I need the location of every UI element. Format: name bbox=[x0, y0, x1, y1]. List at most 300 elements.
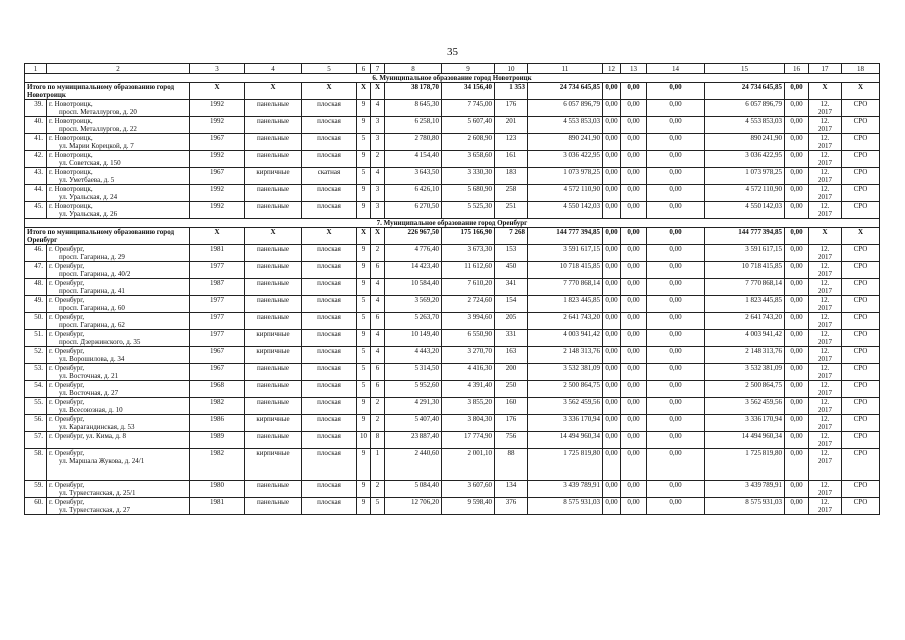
zero-col-13: 0,00 bbox=[621, 262, 647, 279]
building-row bbox=[25, 432, 880, 449]
zero-col-12: 0,00 bbox=[603, 481, 621, 498]
column-number-1: 1 bbox=[25, 64, 47, 74]
zero-col-13: 0,00 bbox=[621, 432, 647, 449]
address-street: ул. Всесоюзная, д. 10 bbox=[59, 406, 123, 414]
term-month: 12. bbox=[820, 134, 830, 142]
funding-method: СРО bbox=[842, 202, 880, 219]
total-c7: Х bbox=[371, 228, 385, 245]
zero-col-16: 0,00 bbox=[785, 296, 809, 313]
repair-cost: 3 336 170,94 bbox=[528, 415, 603, 432]
total-c4: Х bbox=[245, 228, 302, 245]
repair-cost: 6 057 896,79 bbox=[528, 100, 603, 117]
term-year: 2017 bbox=[818, 506, 832, 514]
building-address bbox=[47, 185, 190, 202]
entrances-count: 4 bbox=[371, 347, 385, 364]
floors-count: 9 bbox=[357, 245, 371, 262]
zero-col-13: 0,00 bbox=[621, 279, 647, 296]
term-month: 12. bbox=[820, 481, 830, 489]
address-street: просп. Гагарина, д. 29 bbox=[59, 253, 125, 261]
total-c12: 0,00 bbox=[603, 83, 621, 100]
zero-col-12: 0,00 bbox=[603, 168, 621, 185]
zero-col-12: 0,00 bbox=[603, 245, 621, 262]
total-c14: 0,00 bbox=[647, 228, 705, 245]
total-c14: 0,00 bbox=[647, 83, 705, 100]
repair-cost: 2 641 743,20 bbox=[528, 313, 603, 330]
zero-col-14: 0,00 bbox=[647, 498, 705, 515]
total-cost: 4 550 142,03 bbox=[705, 202, 785, 219]
residents-count: 176 bbox=[495, 100, 528, 117]
build-year: 1977 bbox=[190, 296, 245, 313]
total-cost: 4 572 110,90 bbox=[705, 185, 785, 202]
total-cost: 2 500 864,75 bbox=[705, 381, 785, 398]
completion-term bbox=[809, 168, 842, 185]
build-year: 1989 bbox=[190, 432, 245, 449]
term-year: 2017 bbox=[818, 372, 832, 380]
completion-term bbox=[809, 398, 842, 415]
total-area: 8 645,30 bbox=[385, 100, 442, 117]
zero-col-13: 0,00 bbox=[621, 481, 647, 498]
address-city: г. Оренбург, bbox=[49, 415, 85, 423]
term-year: 2017 bbox=[818, 389, 832, 397]
total-cost: 2 641 743,20 bbox=[705, 313, 785, 330]
zero-col-12: 0,00 bbox=[603, 449, 621, 481]
zero-col-12: 0,00 bbox=[603, 100, 621, 117]
wall-material: панельные bbox=[245, 151, 302, 168]
roof-type: плоская bbox=[302, 296, 357, 313]
address-street: просп. Гагарина, д. 62 bbox=[59, 321, 125, 329]
zero-col-12: 0,00 bbox=[603, 498, 621, 515]
floors-count: 5 bbox=[357, 381, 371, 398]
zero-col-16: 0,00 bbox=[785, 481, 809, 498]
wall-material: кирпичные bbox=[245, 415, 302, 432]
residents-count: 341 bbox=[495, 279, 528, 296]
building-address bbox=[47, 202, 190, 219]
completion-term bbox=[809, 279, 842, 296]
term-year: 2017 bbox=[818, 338, 832, 346]
completion-term bbox=[809, 100, 842, 117]
zero-col-14: 0,00 bbox=[647, 364, 705, 381]
term-month: 12. bbox=[820, 415, 830, 423]
completion-term bbox=[809, 432, 842, 449]
building-address bbox=[47, 245, 190, 262]
housing-registry-table bbox=[24, 63, 880, 515]
zero-col-16: 0,00 bbox=[785, 449, 809, 481]
residents-count: 88 bbox=[495, 449, 528, 481]
term-month: 12. bbox=[820, 498, 830, 506]
floors-count: 9 bbox=[357, 481, 371, 498]
zero-col-12: 0,00 bbox=[603, 134, 621, 151]
residents-count: 205 bbox=[495, 313, 528, 330]
residents-count: 154 bbox=[495, 296, 528, 313]
row-number: 41. bbox=[25, 134, 47, 151]
term-month: 12. bbox=[820, 262, 830, 270]
building-address bbox=[47, 330, 190, 347]
total-area: 6 426,10 bbox=[385, 185, 442, 202]
section-title: 6. Муниципальное образование город Новотроицк bbox=[25, 74, 880, 83]
zero-col-13: 0,00 bbox=[621, 347, 647, 364]
floors-count: 9 bbox=[357, 498, 371, 515]
zero-col-16: 0,00 bbox=[785, 151, 809, 168]
floors-count: 5 bbox=[357, 168, 371, 185]
entrances-count: 2 bbox=[371, 481, 385, 498]
row-number: 56. bbox=[25, 415, 47, 432]
total-c13: 0,00 bbox=[621, 228, 647, 245]
zero-col-13: 0,00 bbox=[621, 398, 647, 415]
address-city: г. Оренбург, bbox=[49, 364, 85, 372]
building-row bbox=[25, 151, 880, 168]
floors-count: 9 bbox=[357, 185, 371, 202]
zero-col-14: 0,00 bbox=[647, 398, 705, 415]
zero-col-16: 0,00 bbox=[785, 117, 809, 134]
term-year: 2017 bbox=[818, 406, 832, 414]
entrances-count: 4 bbox=[371, 279, 385, 296]
building-row bbox=[25, 364, 880, 381]
roof-type: плоская bbox=[302, 432, 357, 449]
living-area: 7 745,00 bbox=[442, 100, 495, 117]
wall-material: панельные bbox=[245, 398, 302, 415]
address-city: г. Оренбург, ул. Кима, д. 8 bbox=[49, 432, 127, 440]
completion-term bbox=[809, 313, 842, 330]
term-month: 12. bbox=[820, 296, 830, 304]
term-year: 2017 bbox=[818, 321, 832, 329]
section-total-label: Итого по муниципальному образованию город Новотроицк bbox=[25, 83, 190, 100]
repair-cost: 3 591 617,15 bbox=[528, 245, 603, 262]
address-street: ул. Маршала Жукова, д. 24/1 bbox=[59, 457, 145, 465]
roof-type: плоская bbox=[302, 134, 357, 151]
funding-method: СРО bbox=[842, 151, 880, 168]
building-row bbox=[25, 262, 880, 279]
living-area: 5 525,30 bbox=[442, 202, 495, 219]
column-number-5: 5 bbox=[302, 64, 357, 74]
funding-method: СРО bbox=[842, 134, 880, 151]
address-street: ул. Ворошилова, д. 34 bbox=[59, 355, 125, 363]
column-number-11: 11 bbox=[528, 64, 603, 74]
column-number-13: 13 bbox=[621, 64, 647, 74]
row-number: 53. bbox=[25, 364, 47, 381]
zero-col-16: 0,00 bbox=[785, 100, 809, 117]
term-month: 12. bbox=[820, 151, 830, 159]
total-cost: 890 241,90 bbox=[705, 134, 785, 151]
repair-cost: 3 439 789,91 bbox=[528, 481, 603, 498]
living-area: 4 416,30 bbox=[442, 364, 495, 381]
zero-col-13: 0,00 bbox=[621, 185, 647, 202]
living-area: 3 855,20 bbox=[442, 398, 495, 415]
zero-col-16: 0,00 bbox=[785, 398, 809, 415]
row-number: 48. bbox=[25, 279, 47, 296]
total-cost: 1 725 819,80 bbox=[705, 449, 785, 481]
living-area: 3 994,60 bbox=[442, 313, 495, 330]
build-year: 1982 bbox=[190, 449, 245, 481]
address-city: г. Новотроицк, bbox=[49, 117, 93, 125]
total-cost: 1 823 445,85 bbox=[705, 296, 785, 313]
zero-col-12: 0,00 bbox=[603, 296, 621, 313]
build-year: 1992 bbox=[190, 117, 245, 134]
term-month: 12. bbox=[820, 432, 830, 440]
row-number: 47. bbox=[25, 262, 47, 279]
zero-col-16: 0,00 bbox=[785, 415, 809, 432]
total-c18: Х bbox=[842, 228, 880, 245]
building-address bbox=[47, 134, 190, 151]
building-address bbox=[47, 415, 190, 432]
total-area: 12 706,20 bbox=[385, 498, 442, 515]
total-area: 5 952,60 bbox=[385, 381, 442, 398]
total-c7: Х bbox=[371, 83, 385, 100]
zero-col-14: 0,00 bbox=[647, 168, 705, 185]
roof-type: плоская bbox=[302, 364, 357, 381]
column-number-9: 9 bbox=[442, 64, 495, 74]
total-cost: 10 718 415,85 bbox=[705, 262, 785, 279]
building-address bbox=[47, 313, 190, 330]
building-row bbox=[25, 279, 880, 296]
total-c11: 144 777 394,85 bbox=[528, 228, 603, 245]
total-area: 3 643,50 bbox=[385, 168, 442, 185]
completion-term bbox=[809, 449, 842, 481]
column-number-12: 12 bbox=[603, 64, 621, 74]
wall-material: панельные bbox=[245, 364, 302, 381]
term-month: 12. bbox=[820, 185, 830, 193]
zero-col-16: 0,00 bbox=[785, 134, 809, 151]
zero-col-13: 0,00 bbox=[621, 381, 647, 398]
zero-col-14: 0,00 bbox=[647, 117, 705, 134]
residents-count: 200 bbox=[495, 364, 528, 381]
address-city: г. Новотроицк, bbox=[49, 185, 93, 193]
column-number-2: 2 bbox=[47, 64, 190, 74]
term-year: 2017 bbox=[818, 304, 832, 312]
total-area: 10 149,40 bbox=[385, 330, 442, 347]
term-year: 2017 bbox=[818, 287, 832, 295]
zero-col-13: 0,00 bbox=[621, 117, 647, 134]
living-area: 2 608,90 bbox=[442, 134, 495, 151]
residents-count: 123 bbox=[495, 134, 528, 151]
address-city: г. Новотроицк, bbox=[49, 100, 93, 108]
zero-col-14: 0,00 bbox=[647, 134, 705, 151]
floors-count: 9 bbox=[357, 449, 371, 481]
living-area: 5 607,40 bbox=[442, 117, 495, 134]
total-area: 5 263,70 bbox=[385, 313, 442, 330]
building-address bbox=[47, 117, 190, 134]
completion-term bbox=[809, 381, 842, 398]
residents-count: 376 bbox=[495, 498, 528, 515]
residents-count: 201 bbox=[495, 117, 528, 134]
building-row bbox=[25, 481, 880, 498]
wall-material: панельные bbox=[245, 498, 302, 515]
roof-type: плоская bbox=[302, 313, 357, 330]
completion-term bbox=[809, 262, 842, 279]
entrances-count: 2 bbox=[371, 245, 385, 262]
term-month: 12. bbox=[820, 330, 830, 338]
address-city: г. Оренбург, bbox=[49, 498, 85, 506]
row-number: 51. bbox=[25, 330, 47, 347]
wall-material: панельные bbox=[245, 100, 302, 117]
row-number: 39. bbox=[25, 100, 47, 117]
repair-cost: 1 823 445,85 bbox=[528, 296, 603, 313]
completion-term bbox=[809, 202, 842, 219]
repair-cost: 4 553 853,03 bbox=[528, 117, 603, 134]
residents-count: 251 bbox=[495, 202, 528, 219]
entrances-count: 1 bbox=[371, 449, 385, 481]
funding-method: СРО bbox=[842, 313, 880, 330]
total-cost: 8 575 931,03 bbox=[705, 498, 785, 515]
address-street: ул. Карагандинская, д. 53 bbox=[59, 423, 135, 431]
address-city: г. Оренбург, bbox=[49, 296, 85, 304]
term-month: 12. bbox=[820, 168, 830, 176]
building-address bbox=[47, 432, 190, 449]
build-year: 1968 bbox=[190, 381, 245, 398]
zero-col-14: 0,00 bbox=[647, 313, 705, 330]
funding-method: СРО bbox=[842, 185, 880, 202]
building-row bbox=[25, 296, 880, 313]
total-c5: Х bbox=[302, 228, 357, 245]
column-number-14: 14 bbox=[647, 64, 705, 74]
funding-method: СРО bbox=[842, 432, 880, 449]
total-c15: 24 734 645,85 bbox=[705, 83, 785, 100]
zero-col-12: 0,00 bbox=[603, 185, 621, 202]
living-area: 3 607,60 bbox=[442, 481, 495, 498]
funding-method: СРО bbox=[842, 330, 880, 347]
living-area: 3 270,70 bbox=[442, 347, 495, 364]
living-area: 2 001,10 bbox=[442, 449, 495, 481]
funding-method: СРО bbox=[842, 364, 880, 381]
address-city: г. Оренбург, bbox=[49, 449, 85, 457]
living-area: 3 330,30 bbox=[442, 168, 495, 185]
address-city: г. Новотроицк, bbox=[49, 151, 93, 159]
zero-col-14: 0,00 bbox=[647, 381, 705, 398]
row-number: 59. bbox=[25, 481, 47, 498]
roof-type: плоская bbox=[302, 202, 357, 219]
entrances-count: 6 bbox=[371, 381, 385, 398]
roof-type: плоская bbox=[302, 330, 357, 347]
section-title: 7. Муниципальное образование город Оренбург bbox=[25, 219, 880, 228]
zero-col-16: 0,00 bbox=[785, 185, 809, 202]
address-street: ул. Восточная, д. 21 bbox=[59, 372, 119, 380]
zero-col-13: 0,00 bbox=[621, 245, 647, 262]
repair-cost: 14 494 960,34 bbox=[528, 432, 603, 449]
funding-method: СРО bbox=[842, 117, 880, 134]
build-year: 1992 bbox=[190, 202, 245, 219]
completion-term bbox=[809, 481, 842, 498]
address-street: просп. Металлургов, д. 22 bbox=[59, 125, 137, 133]
row-number: 52. bbox=[25, 347, 47, 364]
build-year: 1977 bbox=[190, 313, 245, 330]
address-city: г. Оренбург, bbox=[49, 330, 85, 338]
build-year: 1980 bbox=[190, 481, 245, 498]
address-street: ул. Советская, д. 150 bbox=[59, 159, 121, 167]
term-month: 12. bbox=[820, 398, 830, 406]
address-city: г. Оренбург, bbox=[49, 245, 85, 253]
building-address bbox=[47, 498, 190, 515]
entrances-count: 8 bbox=[371, 432, 385, 449]
build-year: 1977 bbox=[190, 330, 245, 347]
total-cost: 2 148 313,76 bbox=[705, 347, 785, 364]
total-c17: Х bbox=[809, 228, 842, 245]
completion-term bbox=[809, 330, 842, 347]
row-number: 58. bbox=[25, 449, 47, 481]
building-address bbox=[47, 151, 190, 168]
funding-method: СРО bbox=[842, 347, 880, 364]
address-city: г. Новотроицк, bbox=[49, 168, 93, 176]
completion-term bbox=[809, 415, 842, 432]
address-city: г. Новотроицк, bbox=[49, 202, 93, 210]
zero-col-14: 0,00 bbox=[647, 245, 705, 262]
floors-count: 5 bbox=[357, 313, 371, 330]
build-year: 1967 bbox=[190, 134, 245, 151]
zero-col-14: 0,00 bbox=[647, 415, 705, 432]
total-c5: Х bbox=[302, 83, 357, 100]
funding-method: СРО bbox=[842, 381, 880, 398]
total-c16: 0,00 bbox=[785, 83, 809, 100]
row-number: 57. bbox=[25, 432, 47, 449]
total-c3: Х bbox=[190, 83, 245, 100]
entrances-count: 4 bbox=[371, 100, 385, 117]
building-row bbox=[25, 449, 880, 481]
floors-count: 9 bbox=[357, 100, 371, 117]
total-cost: 3 336 170,94 bbox=[705, 415, 785, 432]
residents-count: 160 bbox=[495, 398, 528, 415]
funding-method: СРО bbox=[842, 279, 880, 296]
funding-method: СРО bbox=[842, 168, 880, 185]
building-address bbox=[47, 364, 190, 381]
row-number: 45. bbox=[25, 202, 47, 219]
building-row bbox=[25, 313, 880, 330]
zero-col-14: 0,00 bbox=[647, 279, 705, 296]
residents-count: 258 bbox=[495, 185, 528, 202]
roof-type: плоская bbox=[302, 449, 357, 481]
column-number-6: 6 bbox=[357, 64, 371, 74]
column-number-17: 17 bbox=[809, 64, 842, 74]
total-cost: 1 073 978,25 bbox=[705, 168, 785, 185]
total-area: 5 314,50 bbox=[385, 364, 442, 381]
total-area: 10 584,40 bbox=[385, 279, 442, 296]
zero-col-14: 0,00 bbox=[647, 202, 705, 219]
column-number-7: 7 bbox=[371, 64, 385, 74]
residents-count: 163 bbox=[495, 347, 528, 364]
repair-cost: 1 073 978,25 bbox=[528, 168, 603, 185]
building-row bbox=[25, 347, 880, 364]
funding-method: СРО bbox=[842, 449, 880, 481]
zero-col-13: 0,00 bbox=[621, 100, 647, 117]
entrances-count: 6 bbox=[371, 262, 385, 279]
living-area: 3 673,30 bbox=[442, 245, 495, 262]
column-number-4: 4 bbox=[245, 64, 302, 74]
residents-count: 331 bbox=[495, 330, 528, 347]
row-number: 55. bbox=[25, 398, 47, 415]
term-month: 12. bbox=[820, 313, 830, 321]
residents-count: 161 bbox=[495, 151, 528, 168]
floors-count: 9 bbox=[357, 279, 371, 296]
zero-col-13: 0,00 bbox=[621, 313, 647, 330]
repair-cost: 4 572 110,90 bbox=[528, 185, 603, 202]
completion-term bbox=[809, 347, 842, 364]
build-year: 1986 bbox=[190, 415, 245, 432]
zero-col-12: 0,00 bbox=[603, 347, 621, 364]
term-year: 2017 bbox=[818, 440, 832, 448]
building-row bbox=[25, 245, 880, 262]
build-year: 1987 bbox=[190, 279, 245, 296]
repair-cost: 7 770 868,14 bbox=[528, 279, 603, 296]
row-number: 44. bbox=[25, 185, 47, 202]
repair-cost: 4 003 941,42 bbox=[528, 330, 603, 347]
building-address bbox=[47, 262, 190, 279]
zero-col-12: 0,00 bbox=[603, 364, 621, 381]
building-address bbox=[47, 347, 190, 364]
zero-col-16: 0,00 bbox=[785, 262, 809, 279]
total-c3: Х bbox=[190, 228, 245, 245]
section-header-row bbox=[25, 219, 880, 228]
repair-cost: 890 241,90 bbox=[528, 134, 603, 151]
building-address bbox=[47, 481, 190, 498]
address-street: ул. Восточная, д. 27 bbox=[59, 389, 119, 397]
term-month: 12. bbox=[820, 381, 830, 389]
